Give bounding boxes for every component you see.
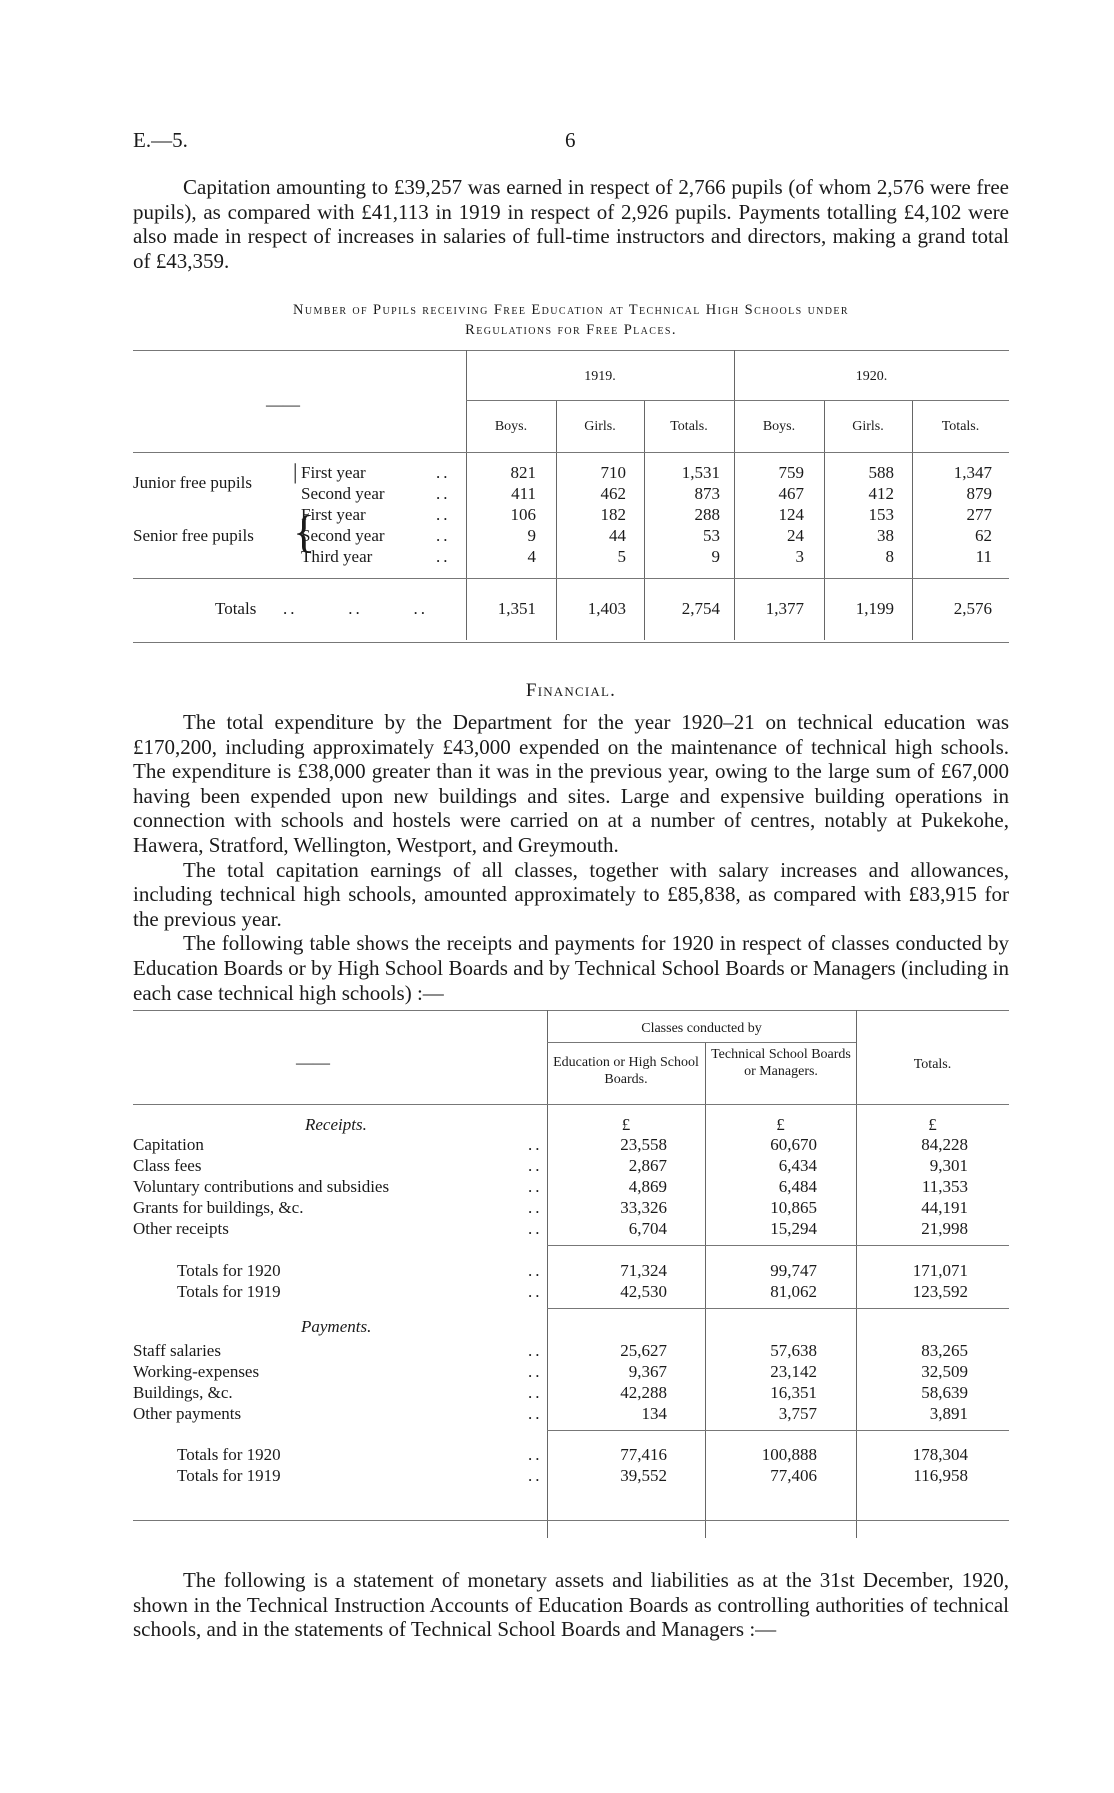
paragraph-capitation: Capitation amounting to £39,257 was earned in respect of 2,766 pupils (of whom 2,576 were free pupils), as compared with £41,113 in 1919 in respect of 2,926 pupils. Payments totalling £4,102 were also made in respect of increases in salaries of full-time instructors and directors, making a grand total of £43,359. — [133, 175, 1009, 273]
table1-caption — [133, 300, 1009, 340]
page-header — [133, 128, 1009, 158]
paragraph-capitation-earnings: The total capitation earnings of all classes, together with salary increases and allowances, including technical high schools, amounted approximately to £85,838, as compared with £83,915 for the previous year. — [133, 857, 1009, 931]
classes-conducted-by-header: Classes conducted by — [641, 1021, 762, 1036]
paragraph-following-table: The following table shows the receipts and payments for 1920 in respect of classes conducted by Education Boards or by High School Boards and by Technical School Boards or Managers (including in each case technical high schools) :— — [133, 931, 1009, 1005]
table1-col-girls-1920: Girls. — [852, 419, 884, 434]
currency-col3: £ — [928, 1115, 937, 1134]
group-junior-free-pupils: Junior free pupils — [133, 473, 252, 492]
table1-stub-dash: —— — [266, 395, 300, 414]
receipts-payments-table: —— Classes conducted by Education or High School Boards. Technical School Boards or Managers. Totals. Receipts. £ £ £ Capitation .. 23,558 60,670 84,228 Class fees .. 2,867 6,434 9,301 Voluntary contributions and subsidies .. 4,869 6,484 11,353 Grants for buildings, &c. .. 33,326 10,865 44,191 Other receipts .. 6,704 15,294 21,998 Totals for 1920 .. 71,324 99,747 171,071 Totals for 1919 .. 42,530 81,062 123,592 Payments. Staff salaries .. 25,627 57,638 83,265 Working-expenses .. 9,367 23,142 32,509 Buildings, &c. .. 42,288 16,351 58,639 Other payments .. 134 3,757 3,891 Totals for 1920 .. 77,416 100,888 178,304 Totals for 1919 .. 39,552 77,406 116,958 — [133, 1010, 1009, 1550]
junior-first-year: First year — [301, 463, 366, 482]
col-totals: Totals. — [913, 1057, 952, 1072]
table1-totals-label: Totals — [215, 599, 257, 618]
table1-col-girls-1919: Girls. — [584, 419, 616, 434]
table2-stub-dash: —— — [296, 1053, 330, 1072]
document-reference: E.—5. — [133, 128, 188, 152]
financial-heading: Financial. — [525, 680, 617, 701]
col-technical-school-boards: Technical School Boards or Managers. — [711, 1047, 851, 1079]
paragraph-expenditure: The total expenditure by the Department for the year 1920–21 on technical education was £170,200, including approximately £43,000 expended on the maintenance of technical high schools. The expenditure is £38,000 greater than it was in the previous year, owing to the large sum of £67,000 having been expended upon new buildings and sites. Large and expensive building operations in connection with schools and hostels were carried on at a number of centres, notably at Pukekohe, Hawera, Stratford, Wellington, Westport, and Greymouth. — [133, 710, 1009, 857]
table1-col-totals-1920: Totals. — [941, 419, 980, 434]
receipts-heading: Receipts. — [305, 1115, 367, 1134]
financial-text — [133, 710, 1009, 1005]
table1-year-1919: 1919. — [584, 369, 616, 384]
paragraph-assets-liabilities: The following is a statement of monetary assets and liabilities as at the 31st December, 1920, shown in the Technical Instruction Accounts of Education Boards as controlling authorities of technical schools, and in the statements of Technical School Boards and Managers :— — [133, 1568, 1009, 1642]
currency-col2: £ — [776, 1115, 785, 1134]
free-pupils-table: —— 1919. 1920. Boys. Girls. Totals. Boys. Girls. Totals. Junior free pupils | First year Second year Senior free pupils { First year Second year Third year .. .. .. .. .. 821 710 1,531 759 588 1,347 411 462 873 467 412 879 106 182 288 124 153 277 9 44 53 24 38 62 4 5 9 3 8 11 Totals .. .. .. 1,351 1,403 2,754 1,377 1,199 2,576 — [133, 350, 1009, 650]
table1-col-boys-1920: Boys. — [762, 419, 796, 434]
table1-year-1920: 1920. — [855, 369, 888, 384]
payments-heading: Payments. — [301, 1317, 372, 1336]
table1-caption-line2: Regulations for Free Places. — [465, 322, 677, 338]
group-senior-free-pupils: Senior free pupils — [133, 526, 254, 545]
senior-second-year: Second year — [301, 526, 385, 545]
senior-first-year: First year — [301, 505, 366, 524]
page-number: 6 — [565, 128, 576, 152]
junior-second-year: Second year — [301, 484, 385, 503]
table1-caption-line1: Number of Pupils receiving Free Education at Technical High Schools under — [292, 302, 850, 318]
col-education-boards: Education or High School Boards. — [553, 1055, 699, 1087]
table1-col-totals-1919: Totals. — [670, 419, 708, 434]
senior-third-year: Third year — [301, 547, 373, 566]
currency-col1: £ — [621, 1115, 631, 1134]
table1-col-boys-1919: Boys. — [494, 419, 528, 434]
